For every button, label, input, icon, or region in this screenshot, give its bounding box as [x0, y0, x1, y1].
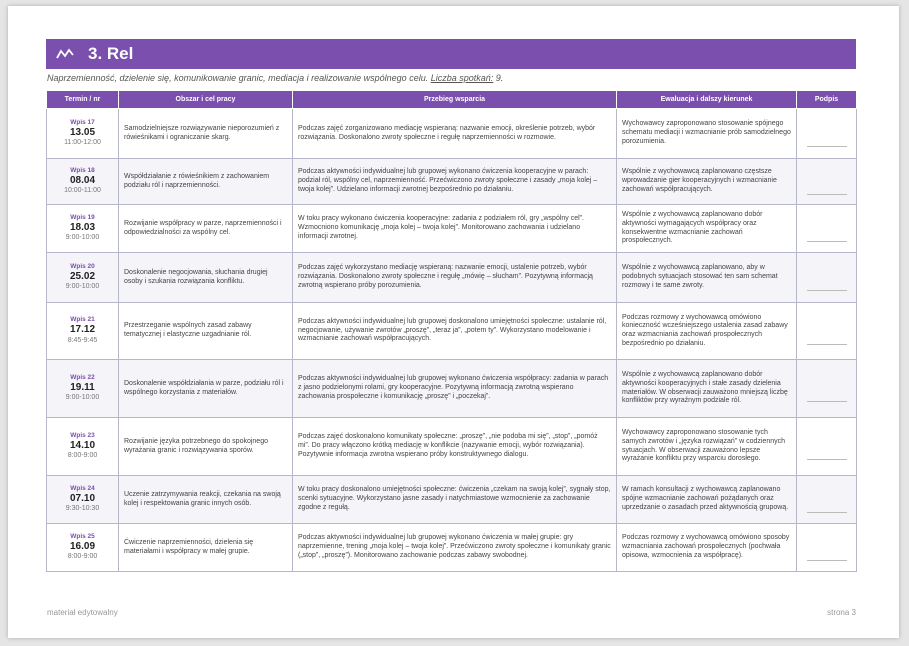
signature-cell[interactable]: [797, 418, 857, 476]
signature-cell[interactable]: [797, 360, 857, 418]
support-cell: Podczas zajęć zorganizowano mediację wspieraną: nazwanie emocji, określenie potrzeb, wybór rozwiązania. Doskonalono zwroty społeczne i regułę naprzemienności w rozmowie.: [293, 109, 617, 159]
signature-line: [807, 168, 847, 195]
entry-number: Wpis 21: [70, 316, 95, 324]
area-cell: Rozwijanie współpracy w parze, naprzemienności i odpowiedzialności za wspólny cel.: [119, 205, 293, 253]
signature-line: [807, 318, 847, 345]
support-cell: Podczas zajęć wykorzystano mediację wspieraną: nazwanie emocji, ustalenie potrzeb, wybór rozwiązania. Doskonalono zwroty społeczne i regułę „mówię – słucham”. Pozytywną informacją zwrotną wspierano próby porozumienia.: [293, 253, 617, 303]
count-label: Liczba spotkań:: [430, 73, 494, 83]
area-cell: Doskonalenie negocjowania, słuchania drugiej osoby i szukania rozwiązania konfliktu.: [119, 253, 293, 303]
entry-number: Wpis 18: [70, 166, 95, 174]
date-cell: [47, 159, 119, 205]
entry-number: Wpis 25: [70, 532, 95, 540]
column-header: Przebieg wsparcia: [293, 91, 617, 109]
entry-number: Wpis 24: [70, 484, 95, 492]
date-cell: [47, 360, 119, 418]
section-title: 3. Rel: [88, 44, 134, 63]
date-cell: [47, 418, 119, 476]
entry-time: 9:30-10:30: [65, 505, 100, 513]
entry-date: 07.10: [69, 492, 96, 504]
entry-number: Wpis 22: [70, 373, 95, 381]
date-cell: [47, 109, 119, 159]
table-row: [47, 360, 857, 418]
entry-date: 16.09: [69, 540, 96, 552]
entry-date: 18.03: [69, 221, 96, 233]
support-cell: Podczas aktywności indywidualnej lub grupowej wykonano ćwiczenia w małej grupie: gry naprzemienne, trening „moja kolej – twoja kolej”. Przećwiczono zwroty społeczne i komunikaty granic („stop”, „proszę”). Monitorowano zachowanie podczas zabawy swobodnej.: [293, 524, 617, 572]
column-header: Obszar i cel pracy: [119, 91, 293, 109]
section-header: [46, 39, 856, 69]
chart-line-icon: [56, 47, 74, 61]
entry-time: 8:00-9:00: [67, 452, 98, 460]
entry-number: Wpis 19: [70, 213, 95, 221]
column-header: Ewaluacja i dalszy kierunek: [617, 91, 797, 109]
section-subtitle: [47, 73, 857, 83]
signature-cell[interactable]: [797, 524, 857, 572]
table-row: [47, 253, 857, 303]
entry-time: 9:00-10:00: [65, 283, 100, 291]
signature-cell[interactable]: [797, 109, 857, 159]
table-row: [47, 524, 857, 572]
page-number: strona 3: [827, 608, 856, 617]
entry-time: 11:00-12:00: [64, 139, 101, 147]
signature-line: [807, 375, 847, 402]
area-cell: Współdziałanie z rówieśnikiem z zachowaniem podziału ról i naprzemienności.: [119, 159, 293, 205]
column-header: Podpis: [797, 91, 857, 109]
footer-note: materiał edytowalny: [47, 608, 118, 617]
signature-cell[interactable]: [797, 303, 857, 360]
support-cell: Podczas aktywności indywidualnej lub grupowej wykonano ćwiczenia współpracy: zadania w parach z jasno podzielonymi rolami, gry kooperacyjne. Pozytywną informacją zwrotną wspierano zachowania prospołeczne i komunikację „proszę” i „poczekaj”.: [293, 360, 617, 418]
table-row: [47, 159, 857, 205]
signature-line: [807, 264, 847, 291]
entry-date: 08.04: [69, 174, 96, 186]
evaluation-cell: W ramach konsultacji z wychowawcą zaplanowano spójne wzmacnianie zachowań pożądanych oraz uprzedzanie o zasadach przed aktywnością grupową.: [617, 476, 797, 524]
entry-time: 10:00-11:00: [64, 187, 101, 195]
entry-date: 19.11: [70, 381, 95, 393]
area-cell: Doskonalenie współdziałania w parze, podziału ról i wspólnego korzystania z materiałów.: [119, 360, 293, 418]
entry-date: 13.05: [69, 126, 96, 138]
entry-date: 17.12: [69, 324, 96, 336]
evaluation-cell: Wychowawcy zaproponowano stosowanie tych samych zwrotów i „języka rozwiązań” w codziennych sytuacjach. W obserwacji zauważono lepsze wyrażanie konfliktu przy wsparciu dorosłego.: [617, 418, 797, 476]
entry-number: Wpis 20: [70, 262, 95, 270]
area-cell: Uczenie zatrzymywania reakcji, czekania na swoją kolej i respektowania granic innych osób.: [119, 476, 293, 524]
date-cell: [47, 524, 119, 572]
table-row: [47, 109, 857, 159]
support-cell: W toku pracy wykonano ćwiczenia kooperacyjne: zadania z podziałem ról, gry „wspólny cel”. Wzmocniono komunikację „moja kolej – twoja kolej”. Monitorowano zachowania i udzielano informacji zwrotnej.: [293, 205, 617, 253]
support-log-table: [46, 90, 857, 572]
date-cell: [47, 476, 119, 524]
table-header-row: [47, 91, 857, 109]
entry-date: 25.02: [69, 270, 96, 282]
evaluation-cell: Podczas rozmowy z wychowawcą omówiono konieczność wcześniejszego ustalenia zasad zabawy oraz wzmacniania zachowań prospołecznych bezpośrednio po działaniu.: [617, 303, 797, 360]
evaluation-cell: Wychowawcy zaproponowano stosowanie spójnego schematu mediacji i wzmacnianie prób samodzielnego porozumienia.: [617, 109, 797, 159]
evaluation-cell: Wspólnie z wychowawcą zaplanowano, aby w podobnych sytuacjach stosować ten sam schemat rozmowy i te same zwroty.: [617, 253, 797, 303]
evaluation-cell: Podczas rozmowy z wychowawcą omówiono sposoby wzmacniania zachowań prospołecznych (pochwała opisowa, wzmocnienia za współpracę).: [617, 524, 797, 572]
subtitle-text: Naprzemienność, dzielenie się, komunikowanie granic, mediacja i realizowanie wspólnego celu.: [47, 73, 429, 83]
entry-date: 14.10: [69, 439, 96, 451]
signature-line: [807, 215, 847, 242]
table-row: [47, 418, 857, 476]
evaluation-cell: Wspólnie z wychowawcą zaplanowano częstsze wprowadzanie gier kooperacyjnych i wzmacnianie zachowań współpracujących.: [617, 159, 797, 205]
support-cell: Podczas zajęć doskonalono komunikaty społeczne: „proszę”, „nie podoba mi się”, „stop”, „pomóż mi”. Do pracy włączono krótką mediację w konflikcie (nazywanie emocji, wybór rozwiązania). Pozytywnie informacja zwrotna wspierano próby konstruktywnego dialogu.: [293, 418, 617, 476]
count-value: 9.: [495, 73, 504, 83]
signature-cell[interactable]: [797, 253, 857, 303]
area-cell: Przestrzeganie wspólnych zasad zabawy tematycznej i elastyczne uzgadnianie ról.: [119, 303, 293, 360]
table-row: [47, 476, 857, 524]
table-row: [47, 303, 857, 360]
entry-time: 8:45-9:45: [67, 336, 98, 344]
area-cell: Rozwijanie języka potrzebnego do spokojnego wyrażania granic i rozwiązywania sporów.: [119, 418, 293, 476]
signature-cell[interactable]: [797, 476, 857, 524]
entry-time: 8:00-9:00: [67, 553, 98, 561]
entry-number: Wpis 23: [70, 431, 95, 439]
signature-line: [807, 433, 847, 460]
signature-line: [807, 120, 847, 147]
signature-cell[interactable]: [797, 205, 857, 253]
date-cell: [47, 303, 119, 360]
date-cell: [47, 253, 119, 303]
entry-number: Wpis 17: [70, 118, 95, 126]
date-cell: [47, 205, 119, 253]
column-header: Termin / nr: [47, 91, 119, 109]
support-cell: Podczas aktywności indywidualnej lub grupowej wykonano ćwiczenia kooperacyjne w parach: podział ról, wspólny cel, naprzemienność. Przećwiczono zwroty społeczne i zasady „moja kolej – twoja kolej”. Udzielano informacji zwrotnej bezpośrednio po działaniu.: [293, 159, 617, 205]
signature-cell[interactable]: [797, 159, 857, 205]
table-row: [47, 205, 857, 253]
area-cell: Ćwiczenie naprzemienności, dzielenia się materiałami i współpracy w małej grupie.: [119, 524, 293, 572]
evaluation-cell: Wspólnie z wychowawcą zaplanowano dobór aktywności wymagających współpracy oraz konsekwentne wzmacnianie zachowań prospołecznych.: [617, 205, 797, 253]
evaluation-cell: Wspólnie z wychowawcą zaplanowano dobór aktywności kooperacyjnych i stałe zasady dzielenia materiałów. W obserwacji zauważono mniejszą liczbę konfliktów przy wyraźnym podziale ról.: [617, 360, 797, 418]
support-cell: Podczas aktywności indywidualnej lub grupowej doskonalono umiejętności społeczne: ustalanie ról, negocjowanie, używanie zwrotów „proszę”, „teraz ja”, „potem ty”. Wykorzystano modelowanie i wzmacnianie zachowań współpracujących.: [293, 303, 617, 360]
signature-line: [807, 534, 847, 561]
support-cell: W toku pracy doskonalono umiejętności społeczne: ćwiczenia „czekam na swoją kolej”, sygnały stop, scenki sytuacyjne. Wykorzystano jasne zasady i natychmiastowe wzmocnienie za zachowanie zgodne z regułą.: [293, 476, 617, 524]
entry-time: 9:00-10:00: [65, 394, 100, 402]
signature-line: [807, 486, 847, 513]
entry-time: 9:00-10:00: [65, 234, 100, 242]
area-cell: Samodzielniejsze rozwiązywanie nieporozumień z rówieśnikami i ograniczanie skarg.: [119, 109, 293, 159]
